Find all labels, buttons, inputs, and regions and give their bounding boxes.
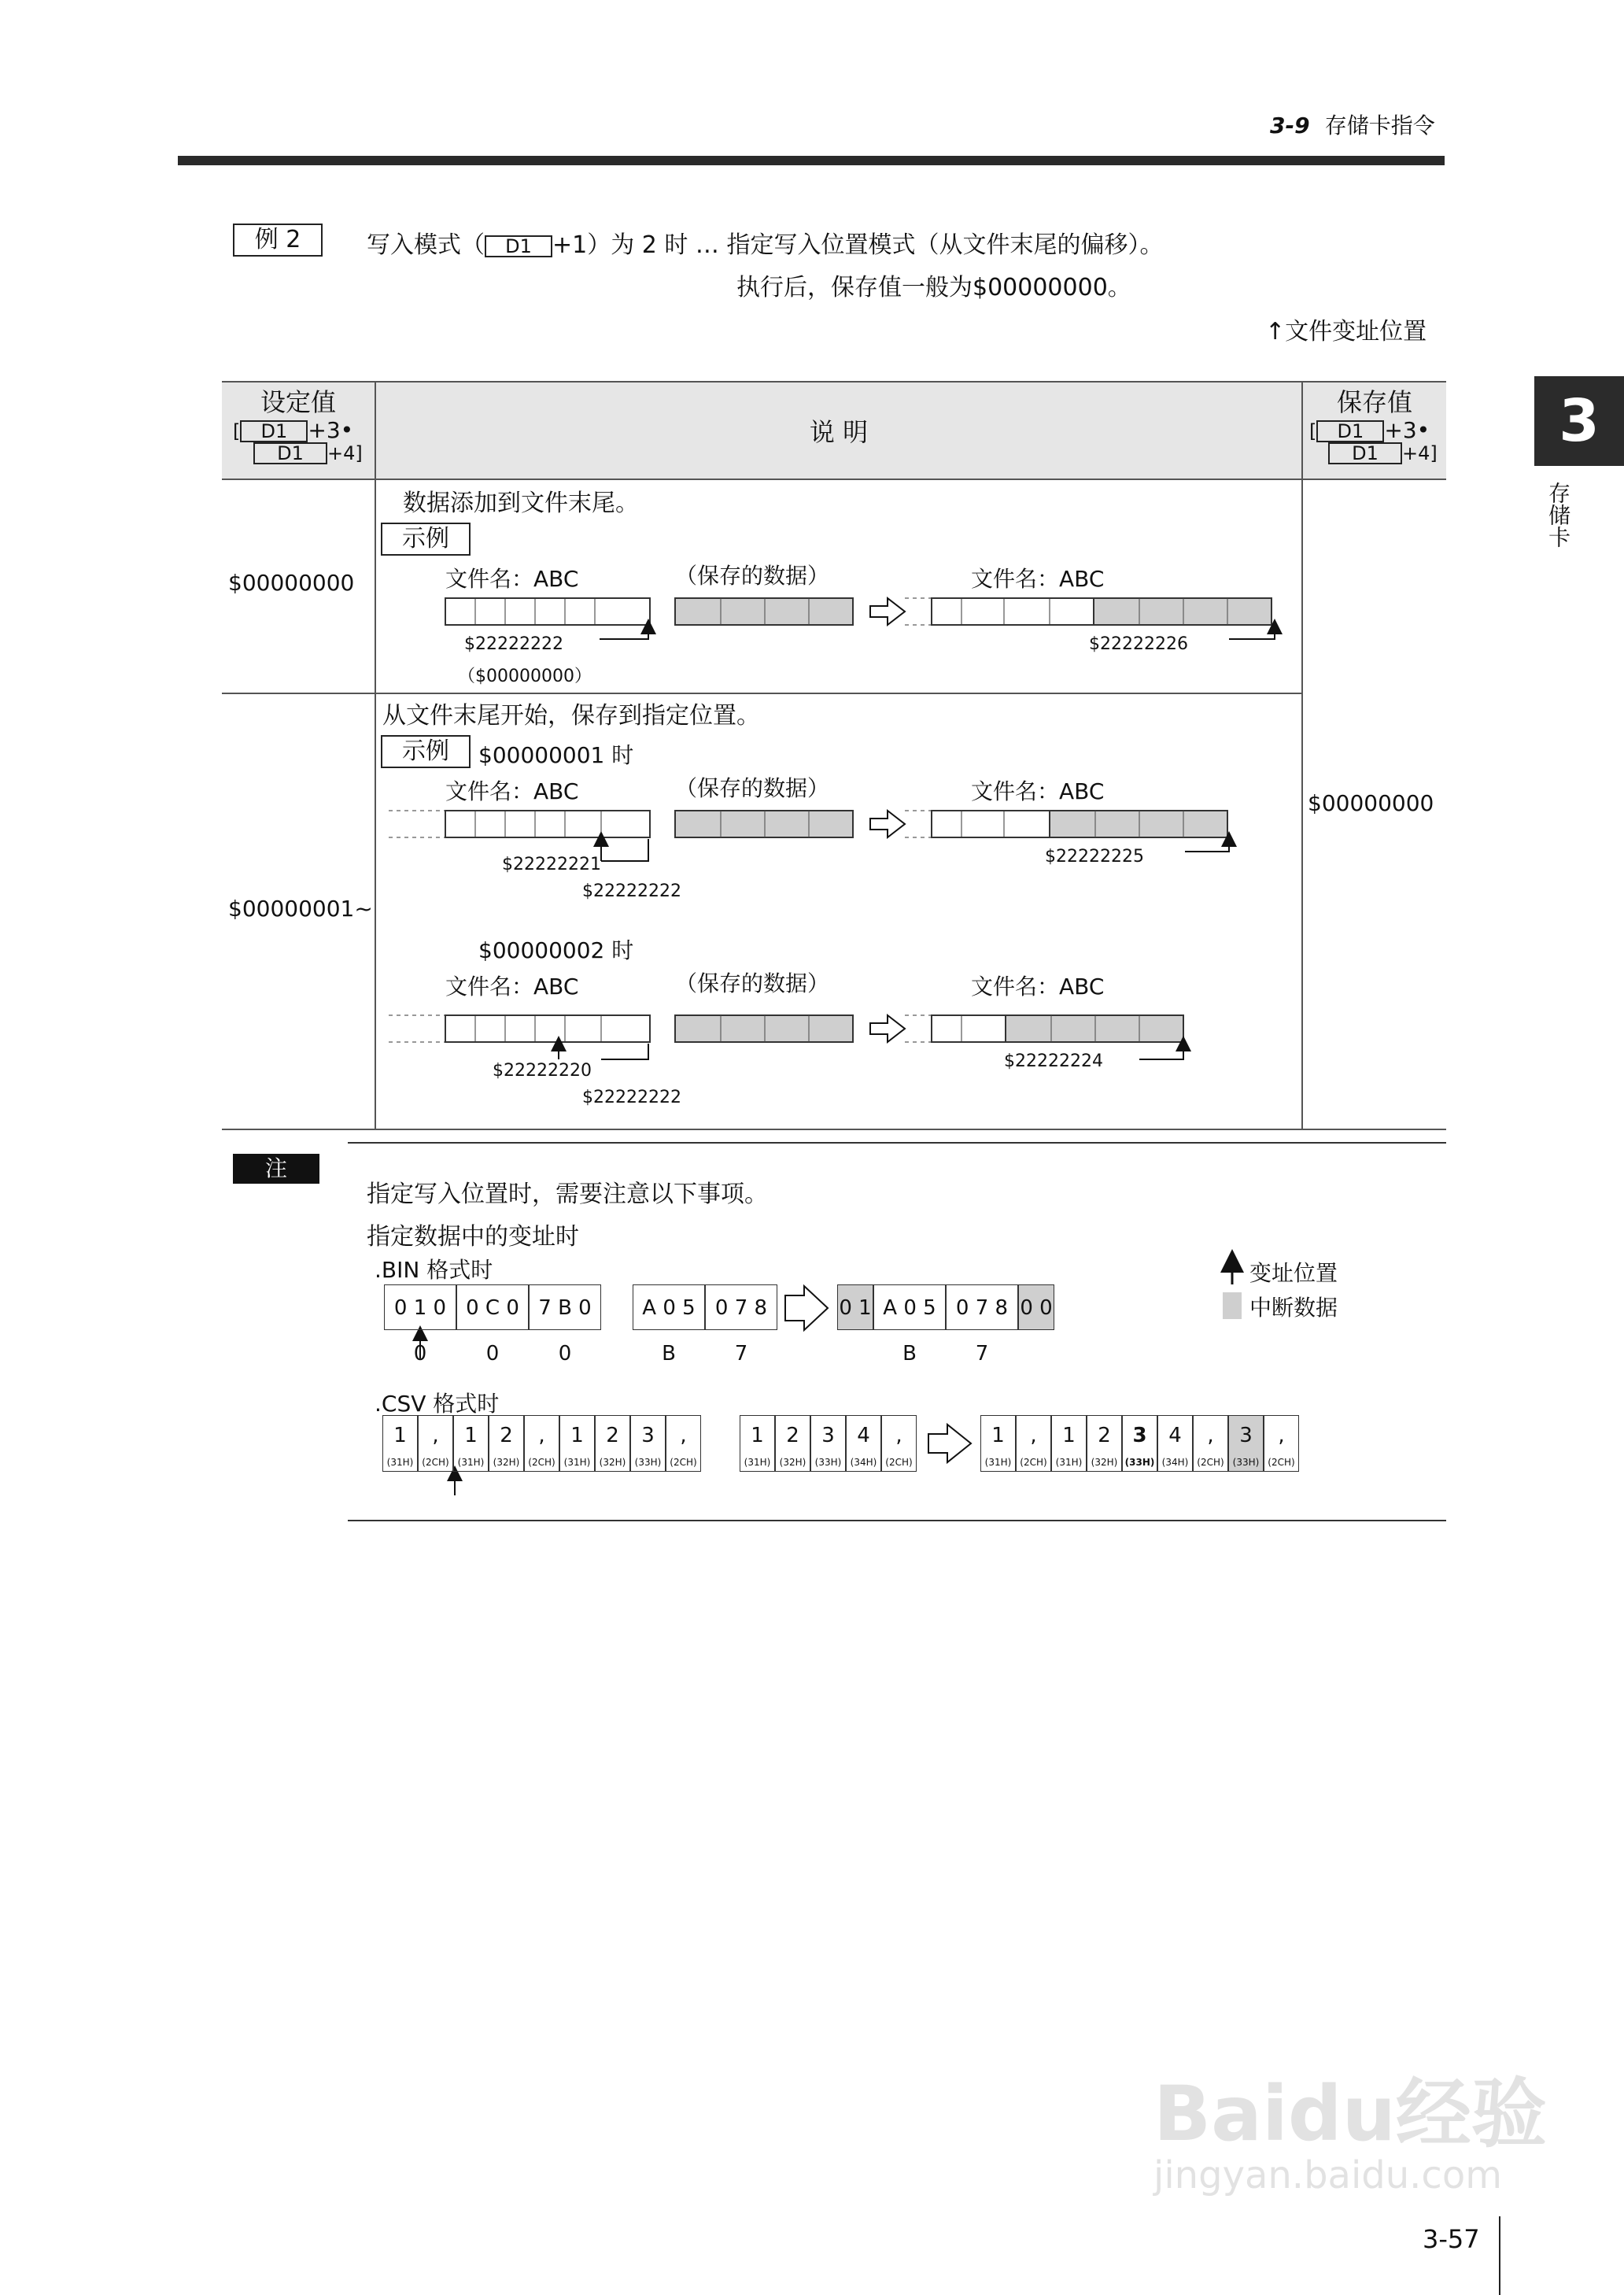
csv-cell-hex: (34H) [1161, 1457, 1189, 1468]
csv-cell-value: , [1030, 1424, 1037, 1447]
csv-cell [382, 1415, 418, 1472]
csv-cell-hex: (31H) [457, 1457, 485, 1468]
bin-cell: A 0 5 B [873, 1284, 946, 1330]
csv-cell [1193, 1415, 1228, 1472]
bin-cell: 0 7 8 7 [705, 1284, 777, 1330]
row2c1-right-pointer-icon [1185, 839, 1229, 852]
row1-addr-left-sub: （$00000000） [458, 667, 592, 686]
csv-cell-value: 3 [1132, 1424, 1147, 1447]
watermark-url: jingyan.baidu.com [1153, 2153, 1502, 2197]
csv-cell-value: 1 [751, 1424, 764, 1447]
csv-cell-hex: (33H) [634, 1457, 662, 1468]
csv-mid-group [740, 1415, 917, 1472]
row1-file-right: 文件名：ABC [971, 566, 1105, 592]
ref-d1b: D1 [253, 442, 327, 464]
row2c1-file-bar [389, 811, 650, 837]
csv-cell-value: 1 [393, 1424, 407, 1447]
legend-arrow-label: 文件变址位置 [1285, 318, 1427, 346]
row1-addr-right: $22222226 [1089, 634, 1188, 654]
csv-cell-value: 1 [464, 1424, 478, 1447]
csv-cell-hex: (32H) [779, 1457, 806, 1468]
csv-cell-value: , [432, 1424, 439, 1447]
csv-cell-value: 1 [991, 1424, 1005, 1447]
row2-case1-title: $00000001 时 [478, 742, 634, 768]
csv-cell-hex: (31H) [1055, 1457, 1083, 1468]
ref-plus3b: +3• [1384, 417, 1430, 443]
csv-cell-value: 3 [821, 1424, 835, 1447]
csv-cell [1122, 1415, 1157, 1472]
csv-cell [1087, 1415, 1122, 1472]
row2-case2-saved: （保存的数据） [675, 970, 830, 996]
csv-cell-hex: (31H) [563, 1457, 591, 1468]
csv-cell-value: 1 [1062, 1424, 1076, 1447]
row2-case2-file-right: 文件名：ABC [971, 974, 1105, 1000]
csv-cell-hex: (31H) [984, 1457, 1012, 1468]
chapter-tab-label: 存储卡 [1545, 482, 1571, 548]
csv-cell-hex: (31H) [386, 1457, 414, 1468]
csv-cell [630, 1415, 666, 1472]
row2-case1-file-right: 文件名：ABC [971, 778, 1105, 804]
csv-cell-hex: (32H) [493, 1457, 520, 1468]
csv-cell [1157, 1415, 1193, 1472]
bin-cell: 0 1 0 0 [384, 1284, 456, 1330]
csv-left-group [382, 1415, 701, 1472]
csv-cell [418, 1415, 453, 1472]
csv-cell [524, 1415, 559, 1472]
row2c1-pointer-b-icon [601, 839, 648, 861]
csv-cell-hex: (32H) [1091, 1457, 1118, 1468]
csv-arrow-icon [928, 1425, 971, 1462]
csv-cell [666, 1415, 701, 1472]
csv-cell-hex: (2CH) [1020, 1457, 1047, 1468]
csv-right-group [980, 1415, 1299, 1472]
row2c1-result-bar [905, 811, 1227, 837]
csv-cell [775, 1415, 810, 1472]
csv-cell-value: 4 [1168, 1424, 1182, 1447]
bin-cell: A 0 5 B [633, 1284, 705, 1330]
row2c2-arrow-icon [870, 1015, 905, 1042]
row1-desc: 数据添加到文件末尾。 [403, 490, 639, 517]
row2-case1-file-left: 文件名：ABC [445, 778, 579, 804]
row2-case1-addr-b: $22222222 [582, 881, 681, 901]
csv-cell-hex: (34H) [850, 1457, 877, 1468]
row2-setting: $00000001~ [228, 896, 373, 922]
example-line1-post: +1）为 2 时 … 指定写入位置模式（从文件末尾的偏移）。 [552, 231, 1164, 259]
chapter-tab: 3 [1534, 376, 1624, 466]
csv-cell [595, 1415, 630, 1472]
row2-case2-file-left: 文件名：ABC [445, 974, 579, 1000]
csv-cell [846, 1415, 881, 1472]
ref-open2: [ [1309, 420, 1317, 442]
csv-cell-hex: (2CH) [1268, 1457, 1295, 1468]
csv-cell-value: 3 [1239, 1424, 1253, 1447]
note-line2: 指定数据中的变址时 [367, 1223, 579, 1251]
legend-index-label: 变址位置 [1249, 1260, 1338, 1286]
row1-result-bar [905, 598, 1272, 625]
example-line2: 执行后，保存值一般为$00000000。 [736, 274, 1131, 301]
csv-cell [559, 1415, 595, 1472]
csv-cell-value: 2 [786, 1424, 799, 1447]
row2c2-result-bar [905, 1015, 1183, 1042]
example-line1-pre: 写入模式（ [367, 231, 485, 259]
bin-left-group [384, 1284, 601, 1366]
d1-box: D1 [485, 235, 552, 257]
csv-cell [740, 1415, 775, 1472]
csv-cell-hex: (33H) [1124, 1457, 1155, 1468]
csv-cell [980, 1415, 1016, 1472]
row2-case1-addr-a: $22222221 [502, 855, 601, 874]
row2c2-right-pointer-icon [1139, 1044, 1183, 1059]
csv-cell-value: 4 [857, 1424, 870, 1447]
csv-cell [1016, 1415, 1051, 1472]
csv-cell-hex: (2CH) [885, 1457, 913, 1468]
bin-arrow-icon [785, 1286, 828, 1330]
row1-example-label: 示例 [381, 523, 471, 556]
ref-d1c: D1 [1316, 420, 1384, 442]
bin-mid-group [633, 1284, 777, 1366]
csv-cell-value: , [895, 1424, 902, 1447]
row1-file-left: 文件名：ABC [445, 566, 579, 592]
row2-case2-title: $00000002 时 [478, 937, 634, 963]
bin-cell-abort: 0 0 [1018, 1284, 1054, 1330]
row1-saved-bar [675, 598, 853, 625]
bin-cell-abort: 0 1 [837, 1284, 873, 1330]
csv-title: .CSV 格式时 [375, 1391, 500, 1417]
row2-desc: 从文件末尾开始，保存到指定位置。 [382, 702, 760, 730]
csv-cell-hex: (31H) [744, 1457, 771, 1468]
row2-case2-addr-right: $22222224 [1004, 1051, 1103, 1071]
row2c2-pointer-b-icon [601, 1044, 648, 1059]
csv-cell-hex: (33H) [814, 1457, 842, 1468]
row1-file-bar [445, 598, 650, 625]
csv-cell [1228, 1415, 1264, 1472]
row1-addr-left: $22222222 [464, 634, 563, 654]
row2c1-saved-bar [675, 811, 853, 837]
csv-cell [453, 1415, 489, 1472]
ref-plus4: +4] [327, 442, 363, 464]
csv-cell-hex: (2CH) [1197, 1457, 1224, 1468]
row1-setting: $00000000 [228, 570, 355, 596]
csv-cell [1051, 1415, 1087, 1472]
row2c2-saved-bar [675, 1015, 853, 1042]
head-save: 保存值 [1336, 387, 1412, 417]
head-desc: 说 明 [809, 417, 869, 447]
up-arrow-icon: ↑ [1265, 318, 1286, 346]
row1-saved: （保存的数据） [675, 563, 830, 589]
section-title: 存储卡指令 [1324, 113, 1435, 139]
bin-title: .BIN 格式时 [375, 1257, 493, 1283]
row1-right-pointer-icon [1229, 626, 1275, 639]
watermark: Baidu经验 [1153, 2070, 1547, 2158]
csv-cell-value: , [680, 1424, 687, 1447]
row2c1-arrow-icon [870, 811, 905, 837]
bin-cell: 0 7 8 7 [946, 1284, 1018, 1330]
csv-cell-value: 2 [1098, 1424, 1111, 1447]
csv-cell-value: 2 [606, 1424, 619, 1447]
csv-cell [881, 1415, 917, 1472]
row1-arrow-icon [870, 598, 905, 625]
ref-d1: D1 [240, 420, 308, 442]
csv-cell [489, 1415, 524, 1472]
section-number: 3-9 [1270, 113, 1310, 139]
csv-cell [1264, 1415, 1299, 1472]
csv-cell-value: , [538, 1424, 545, 1447]
bin-right-group [837, 1284, 1054, 1366]
csv-cell-value: , [1207, 1424, 1214, 1447]
ref-d1d: D1 [1328, 442, 1402, 464]
ref-plus3: +3• [308, 417, 354, 443]
ref-plus4b: +4] [1402, 442, 1438, 464]
legend-abort-label: 中断数据 [1249, 1295, 1338, 1321]
csv-cell-value: , [1278, 1424, 1285, 1447]
page-number: 3-57 [1423, 2224, 1480, 2254]
note-label: 注 [233, 1154, 319, 1184]
row2c2-file-bar [389, 1015, 650, 1042]
legend-abort-swatch [1223, 1292, 1242, 1319]
row2-example-label: 示例 [381, 735, 471, 768]
csv-cell-hex: (2CH) [528, 1457, 555, 1468]
row2-case2-addr-a: $22222220 [493, 1061, 592, 1081]
row2-case2-addr-b: $22222222 [582, 1088, 681, 1107]
csv-cell-hex: (2CH) [422, 1457, 449, 1468]
bin-cell: 7 B 0 0 [529, 1284, 601, 1330]
csv-cell-hex: (32H) [599, 1457, 626, 1468]
bin-cell: 0 C 0 0 [456, 1284, 529, 1330]
row2-case1-addr-right: $22222225 [1045, 847, 1144, 867]
example-label: 例 2 [233, 224, 323, 257]
csv-cell [810, 1415, 846, 1472]
ref-open: [ [233, 420, 241, 442]
csv-cell-value: 2 [500, 1424, 513, 1447]
head-setting: 设定值 [260, 387, 336, 417]
csv-cell-hex: (2CH) [670, 1457, 697, 1468]
csv-cell-value: 3 [641, 1424, 655, 1447]
save-value: $00000000 [1308, 790, 1434, 816]
csv-cell-hex: (33H) [1232, 1457, 1260, 1468]
note-line1: 指定写入位置时，需要注意以下事项。 [367, 1181, 768, 1208]
row2-case1-saved: （保存的数据） [675, 775, 830, 801]
row1-left-pointer-icon [600, 626, 648, 639]
csv-cell-value: 1 [570, 1424, 584, 1447]
